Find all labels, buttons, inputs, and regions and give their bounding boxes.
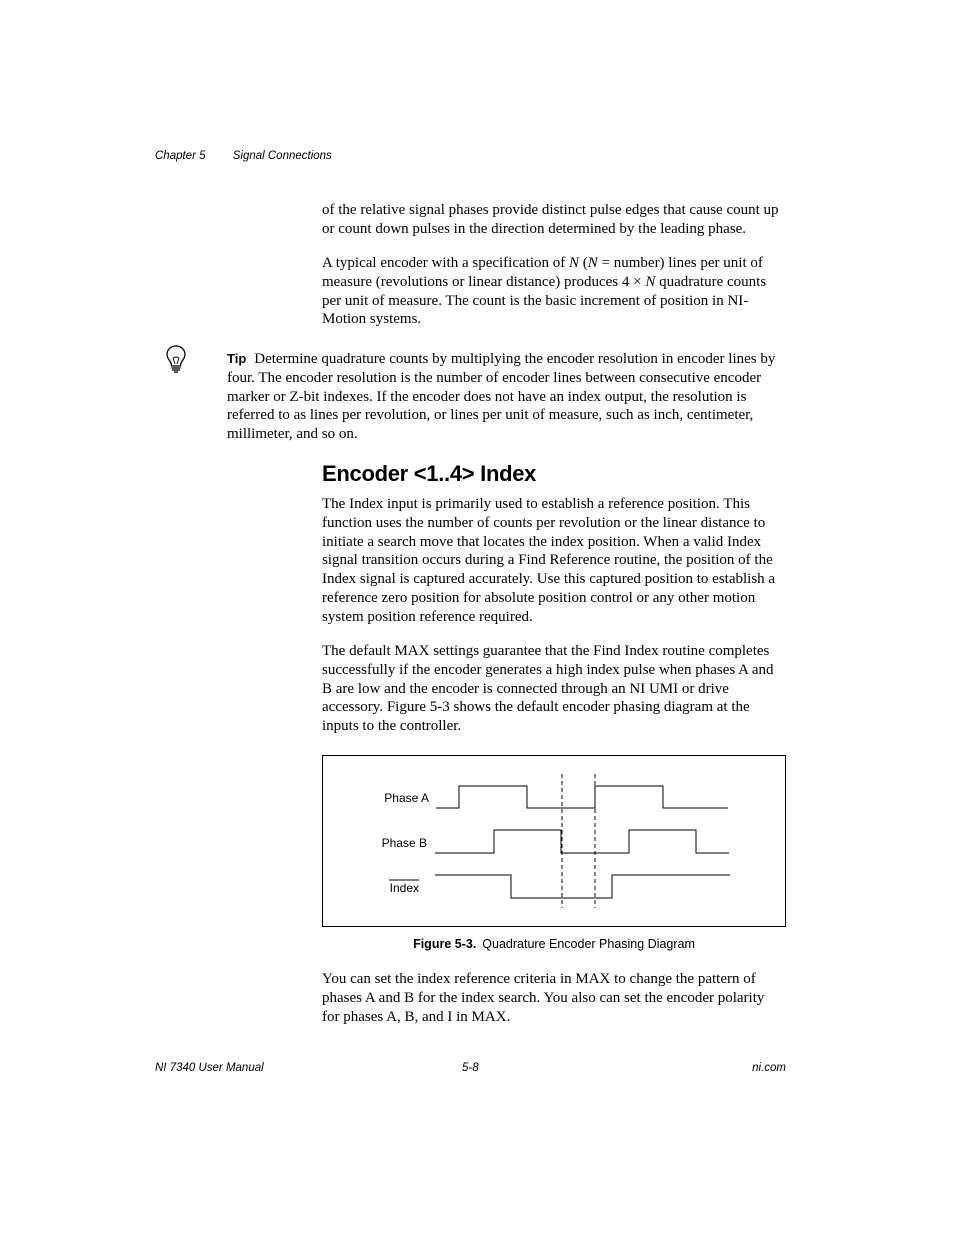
running-header <box>155 150 332 162</box>
phase-a-label: Phase A <box>384 791 429 805</box>
header-title: Signal Connections <box>232 150 332 162</box>
figure-caption <box>322 937 786 951</box>
tip-label: Tip <box>227 351 247 366</box>
section-paragraph-3: You can set the index reference criteria in MAX to change the pattern of phases A and B for the index search. You also can set the encoder polarity for phases A, B, and I in MAX. <box>322 971 765 1025</box>
index-label: Index <box>389 881 419 895</box>
footer-page-number: 5-8 <box>462 1062 479 1074</box>
section-paragraph-2: The default MAX settings guarantee that the Find Index routine completes successfully if the encoder generates a high index pulse when phases A and B are low and the encoder is connected through an NI UMI or drive accessory. Figure 5-3 shows the default encoder phasing diagram at the inputs to the controller. <box>322 643 774 735</box>
section-heading: Encoder <1..4> Index <box>322 461 537 486</box>
figure-caption-label: Figure 5-3. <box>413 937 477 951</box>
section-paragraph-1: The Index input is primarily used to establish a reference position. This function uses the number of counts per revolution or the linear distance to initiate a search move that locates the index position. When a valid Index signal transition occurs during a Find Reference routine, the position of the Index signal is captured accurately. Use this captured position to establish a reference zero position for absolute position control or any other motion system position reference required. <box>322 496 776 625</box>
phase-a-waveform <box>436 786 728 808</box>
figure-caption-text: Quadrature Encoder Phasing Diagram <box>482 937 695 951</box>
lightbulb-icon <box>163 344 189 374</box>
footer-manual: NI 7340 User Manual <box>155 1062 264 1074</box>
index-waveform <box>435 875 730 898</box>
phase-b-label: Phase B <box>381 836 427 850</box>
body-paragraph-2: A typical encoder with a specification of N (N = number) lines per unit of measure (revolutions or linear distance) produces 4 × N quadrature counts per unit of measure. The count is the basic increment of position in NI-Motion systems. <box>322 255 767 328</box>
body-paragraph-1: of the relative signal phases provide distinct pulse edges that cause count up or count down pulses in the direction determined by the leading phase. <box>322 202 779 237</box>
footer-site-link[interactable]: ni.com <box>752 1062 786 1074</box>
encoder-phasing-diagram <box>322 755 786 927</box>
tip-text: Determine quadrature counts by multiplying the encoder resolution in encoder lines by four. The encoder resolution is the number of encoder lines between consecutive encoder marker or Z-bit indexes. If the encoder does not have an index output, the resolution is referred to as lines per revolution, or lines per unit of measure, such as inch, centimeter, millimeter, and so on. <box>227 351 776 443</box>
phase-b-waveform <box>435 830 729 853</box>
tip-note <box>227 350 785 444</box>
header-chapter: Chapter 5 <box>155 150 206 162</box>
